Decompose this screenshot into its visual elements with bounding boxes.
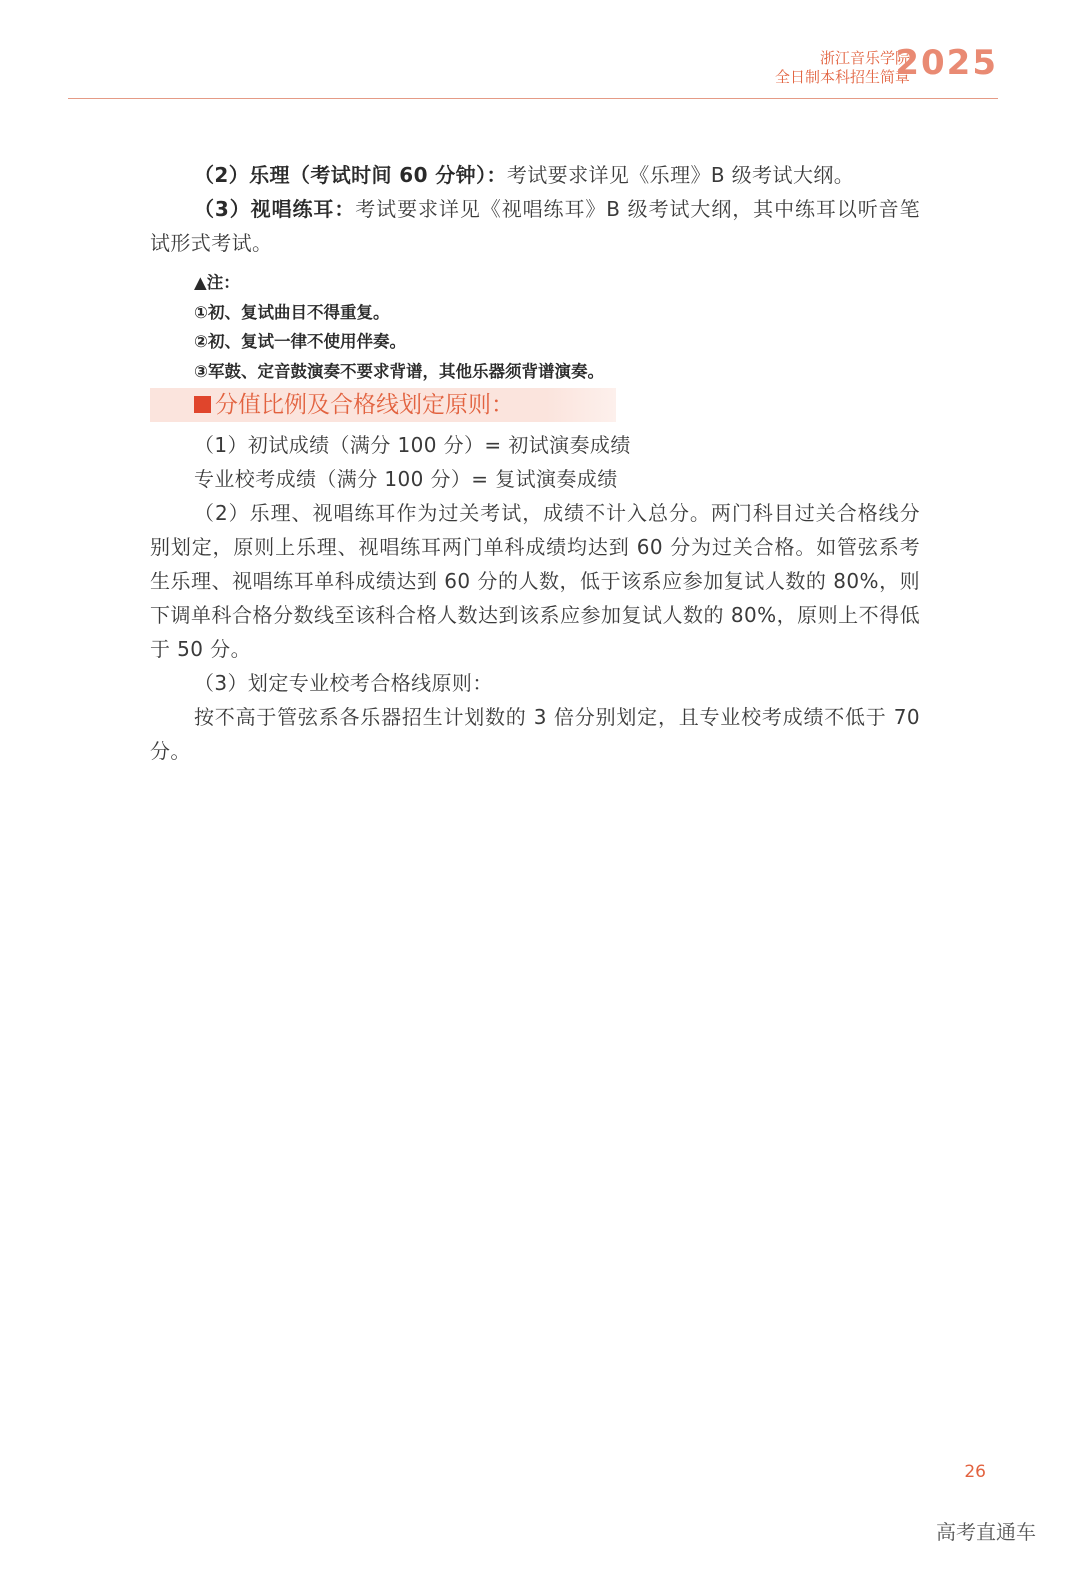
note-item: ③军鼓、定音鼓演奏不要求背谱，其他乐器须背谱演奏。 bbox=[194, 361, 604, 381]
watermark: 高考直通车 bbox=[936, 1520, 1036, 1544]
note-item: ②初、复试一律不使用伴奏。 bbox=[194, 332, 406, 351]
scoring-paragraph: （3）划定专业校考合格线原则： bbox=[194, 671, 493, 695]
header-title-block bbox=[775, 49, 910, 87]
header-year: 2025 bbox=[895, 43, 998, 83]
section-heading-text: 分值比例及合格线划定原则： bbox=[215, 392, 514, 418]
notes-heading: ▲注： bbox=[194, 273, 240, 292]
page-header bbox=[68, 40, 998, 99]
exam-item-text: 考试要求详见《乐理》B 级考试大纲。 bbox=[506, 163, 855, 187]
note-item: ①初、复试曲目不得重复。 bbox=[194, 302, 390, 322]
page-content bbox=[150, 158, 920, 768]
section-heading bbox=[150, 388, 616, 422]
exam-item-text: 考试要求详见《视唱练耳》B 级考试大纲，其中练耳以听音笔试形式考试。 bbox=[150, 197, 920, 255]
page-number: 26 bbox=[964, 1462, 986, 1482]
scoring-paragraph: （2）乐理、视唱练耳作为过关考试，成绩不计入总分。两门科目过关合格线分别划定，原则上乐理、视唱练耳两门单科成绩均达到 60 分为过关合格。如管弦系考生乐理、视唱练耳单科成绩达到 60 分的人数，低于该系应参加复试人数的 80%，则下调单科合格分数线至该科合格人数达到该系应参加复试人数的 80%，原则上不得低于 50 分。 bbox=[150, 501, 920, 661]
brochure-subtitle: 全日制本科招生简章 bbox=[774, 68, 910, 86]
scoring-paragraph: （1）初试成绩（满分 100 分）= 初试演奏成绩 bbox=[194, 433, 631, 457]
exam-item-music-theory bbox=[150, 158, 920, 192]
exam-item-label: （3）视唱练耳： bbox=[194, 197, 356, 221]
school-name: 浙江音乐学院 bbox=[819, 49, 910, 67]
scoring-paragraph: 专业校考成绩（满分 100 分）= 复试演奏成绩 bbox=[194, 467, 618, 491]
exam-item-label: （2）乐理（考试时间 60 分钟）： bbox=[194, 163, 507, 187]
scoring-paragraph: 按不高于管弦系各乐器招生计划数的 3 倍分别划定，且专业校考成绩不低于 70 分。 bbox=[150, 705, 920, 763]
exam-item-solfeggio bbox=[150, 192, 920, 260]
notes-block bbox=[150, 268, 920, 386]
square-bullet-icon bbox=[194, 396, 211, 413]
